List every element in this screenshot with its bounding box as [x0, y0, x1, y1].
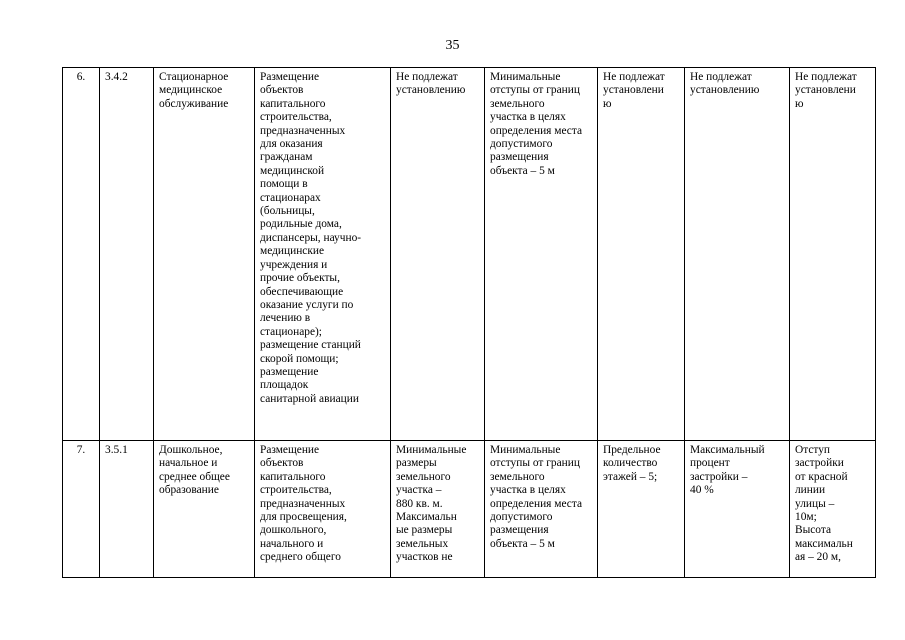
row-number: 6. [63, 68, 100, 441]
use-type-description: Размещение объектов капитального строительства, предназначенных для просвещения, дошкольного, начального и среднего общего [255, 441, 391, 578]
setback-limits: Минимальные отступы от границ земельного участка в целях определения места допустимого размещения объекта – 5 м [485, 68, 598, 441]
coverage-limits: Максимальный процент застройки – 40 % [685, 441, 790, 578]
use-type-name: Стационарное медицинское обслуживание [154, 68, 255, 441]
other-limits: Отступ застройки от красной линии улицы – 10м; Высота максимальн ая – 20 м, [790, 441, 876, 578]
table-row [63, 68, 876, 441]
row-code: 3.4.2 [100, 68, 154, 441]
floor-limits: Предельное количество этажей – 5; [598, 441, 685, 578]
plot-size-limits: Не подлежат установлению [391, 68, 485, 441]
other-limits: Не подлежат установлени ю [790, 68, 876, 441]
floor-limits: Не подлежат установлени ю [598, 68, 685, 441]
use-type-description: Размещение объектов капитального строительства, предназначенных для оказания гражданам медицинской помощи в стационарах (больницы, родильные дома, диспансеры, научно- медицинские учреждения и прочие объекты, обеспечивающие оказание услуги по лечению в стационаре); размещение станций скорой помощи; размещение площадок санитарной авиации [255, 68, 391, 441]
setback-limits: Минимальные отступы от границ земельного участка в целях определения места допустимого размещения объекта – 5 м [485, 441, 598, 578]
row-number: 7. [63, 441, 100, 578]
coverage-limits: Не подлежат установлению [685, 68, 790, 441]
land-use-table [62, 67, 876, 578]
table-row [63, 441, 876, 578]
page-number: 35 [445, 38, 460, 53]
use-type-name: Дошкольное, начальное и среднее общее образование [154, 441, 255, 578]
row-code: 3.5.1 [100, 441, 154, 578]
plot-size-limits: Минимальные размеры земельного участка – 880 кв. м. Максимальн ые размеры земельных участков не [391, 441, 485, 578]
